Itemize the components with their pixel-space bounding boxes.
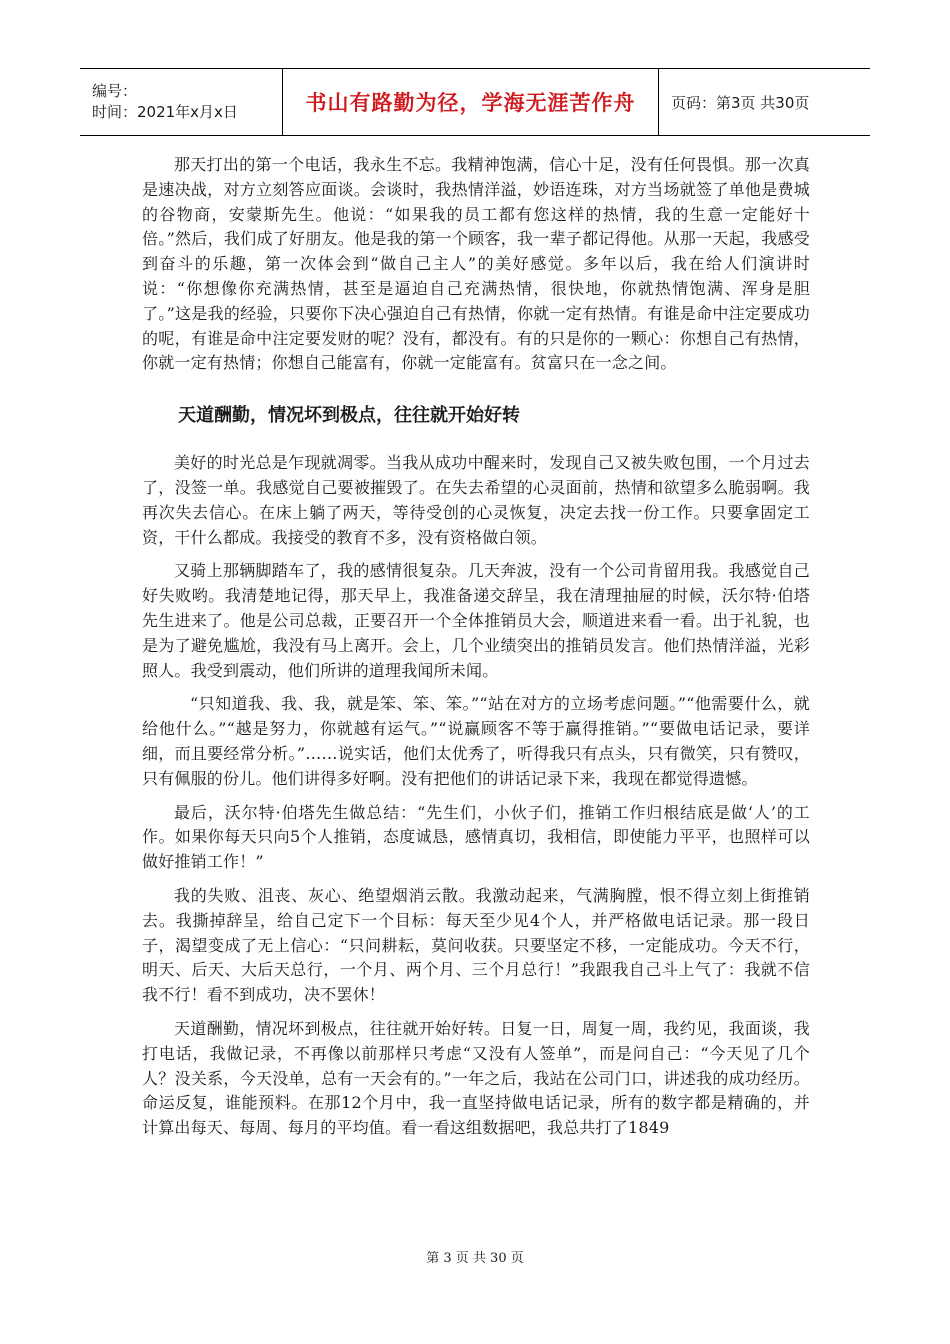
paragraph-7: 天道酬勤，情况坏到极点，往往就开始好转。日复一日，周复一周，我约见，我面谈，我打电话，我做记录，不再像以前那样只考虑“又没有人签单”，而是问自己：“今天见了几个人？没关系，今天没单，总有一天会有的。”一年之后，我站在公司门口，讲述我的成功经历。命运反复，谁能预料。在那12个月中，我一直坚持做电话记录，所有的数字都是精确的，并计算出每天、每周、每月的平均值。看一看这组数据吧，我总共打了1849 xyxy=(142,1018,810,1138)
doc-code-label: 编号： xyxy=(92,82,138,100)
header-motto-cell xyxy=(283,69,659,135)
doc-time-label: 时间：2021年x月x日 xyxy=(92,103,238,121)
header-page-cell xyxy=(659,69,870,135)
paragraph-4: “只知道我、我、我，就是笨、笨、笨。”“站在对方的立场考虑问题。”“他需要什么，就给他什么。”“越是努力，你就越有运气。”“说赢顾客不等于赢得推销。”“要做电话记录，要详细，而且要经常分析。”……说实话，他们太优秀了，听得我只有点头，只有微笑，只有赞叹，只有佩服的份儿。他们讲得多好啊。没有把他们的讲话记录下来，我现在都觉得遗憾。 xyxy=(142,694,810,788)
paragraph-3: 又骑上那辆脚踏车了，我的感情很复杂。几天奔波，没有一个公司肯留用我。我感觉自己好失败哟。我清楚地记得，那天早上，我准备递交辞呈，我在清理抽屉的时候，沃尔特·伯塔先生进来了。他是公司总裁，正要召开一个全体推销员大会，顺道进来看一看。出于礼貌，也是为了避免尴尬，我没有马上离开。会上，几个业绩突出的推销员发言。他们热情洋溢，光彩照人。我受到震动，他们所讲的道理我闻所未闻。 xyxy=(142,561,810,680)
paragraph-2: 美好的时光总是乍现就凋零。当我从成功中醒来时，发现自己又被失败包围，一个月过去了，没签一单。我感觉自己要被摧毁了。在失去希望的心灵面前，热情和欲望多么脆弱啊。我再次失去信心。在床上躺了两天，等待受创的心灵恢复，决定去找一份工作。只要拿固定工资，干什么都成。我接受的教育不多，没有资格做白领。 xyxy=(142,453,810,547)
page-header xyxy=(80,68,870,136)
header-meta xyxy=(80,69,283,135)
section-heading: 天道酬勤，情况坏到极点，往往就开始好转 xyxy=(178,405,520,427)
header-motto: 书山有路勤为径，学海无涯苦作舟 xyxy=(305,91,636,115)
document-body xyxy=(142,153,810,1150)
paragraph-5: 最后，沃尔特·伯塔先生做总结：“先生们，小伙子们，推销工作归根结底是做‘人’的工作。如果你每天只向5个人推销，态度诚恳，感情真切，我相信，即使能力平平，也照样可以做好推销工作！” xyxy=(142,802,810,872)
page-footer: 第 3 页 共 30 页 xyxy=(426,1251,524,1266)
header-page-label: 页码：第3页 共30页 xyxy=(671,93,810,112)
paragraph-6: 我的失败、沮丧、灰心、绝望烟消云散。我激动起来，气满胸膛，恨不得立刻上街推销去。我撕掉辞呈，给自己定下一个目标：每天至少见4个人，并严格做电话记录。那一段日子，渴望变成了无上信心：“只问耕耘，莫问收获。只要坚定不移，一定能成功。今天不行，明天、后天、大后天总行，一个月、两个月、三个月总行！”我跟我自己斗上气了：我就不信我不行！看不到成功，决不罢休！ xyxy=(142,885,810,1005)
paragraph-1: 那天打出的第一个电话，我永生不忘。我精神饱满，信心十足，没有任何畏惧。那一次真是速决战，对方立刻答应面谈。会谈时，我热情洋溢，妙语连珠，对方当场就签了单他是费城的谷物商，安蒙斯先生。他说：“如果我的员工都有您这样的热情，我的生意一定能好十倍。”然后，我们成了好朋友。他是我的第一个顾客，我一辈子都记得他。从那一天起，我感受到奋斗的乐趣，第一次体会到“做自己主人”的美好感觉。多年以后，我在给人们演讲时说：“你想像你充满热情，甚至是逼迫自己充满热情，很快地，你就热情饱满、浑身是胆了。”这是我的经验，只要你下决心强迫自己有热情，你就一定有热情。有谁是命中注定要成功的呢，有谁是命中注定要发财的呢？没有，都没有。有的只是你的一颗心：你想自己有热情，你就一定有热情；你想自己能富有，你就一定能富有。贫富只在一念之间。 xyxy=(142,155,810,373)
